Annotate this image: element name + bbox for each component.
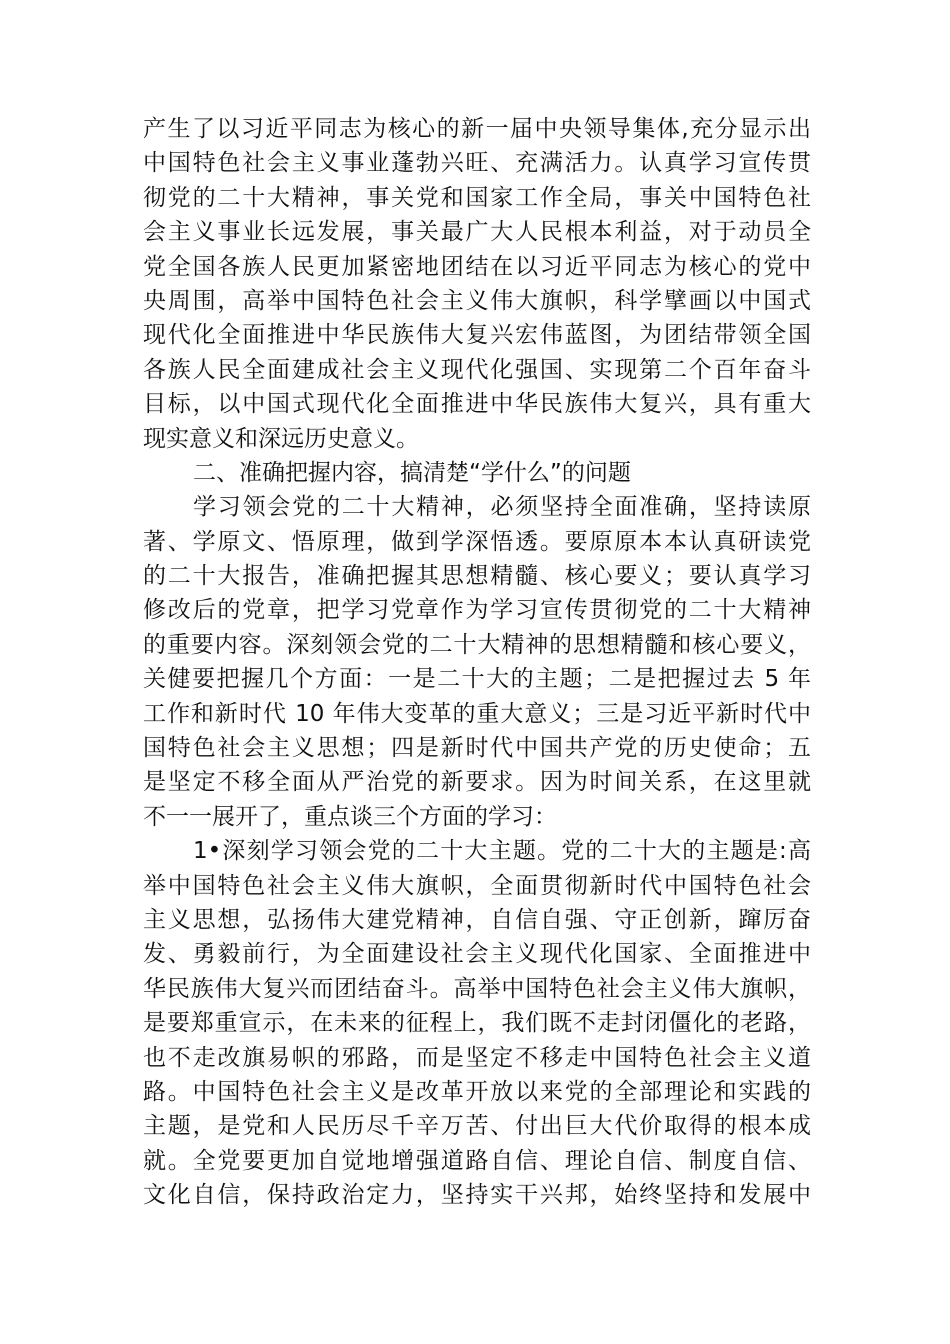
- text-line: 不一一展开了，重点谈三个方面的学习：: [143, 803, 557, 830]
- text-line: 著、学原文、悟原理，做到学深悟透。要原原本本认真研读党: [143, 528, 811, 555]
- text-line: 1•深刻学习领会党的二十大主题。党的二十大的主题是:高: [193, 838, 811, 865]
- text-line: 中国特色社会主义事业蓬勃兴旺、充满活力。认真学习宣传贯: [143, 150, 811, 177]
- text-line: 是坚定不移全面从严治党的新要求。因为时间关系，在这里就: [143, 769, 811, 796]
- text-line: 文化自信，保持政治定力，坚持实干兴邦，始终坚持和发展中: [143, 1182, 811, 1209]
- text-line: 工作和新时代 10 年伟大变革的重大意义；三是习近平新时代中: [143, 700, 811, 727]
- text-line: 主题，是党和人民历尽千辛万苦、付出巨大代价取得的根本成: [143, 1113, 811, 1140]
- text-line: 也不走改旗易帜的邪路，而是坚定不移走中国特色社会主义道: [143, 1044, 811, 1071]
- text-line: 现实意义和深远历史意义。: [143, 425, 419, 452]
- text-line: 会主义事业长远发展，事关最广大人民根本利益，对于动员全: [143, 219, 811, 246]
- text-line: 央周围，高举中国特色社会主义伟大旗帜，科学擘画以中国式: [143, 287, 811, 314]
- text-line: 的二十大报告，准确把握其思想精髓、核心要义；要认真学习: [143, 563, 811, 590]
- text-line: 举中国特色社会主义伟大旗帜，全面贯彻新时代中国特色社会: [143, 872, 811, 899]
- text-line: 二、准确把握内容，搞清楚“学什么”的问题: [193, 459, 631, 486]
- text-line: 发、勇毅前行，为全面建设社会主义现代化国家、全面推进中: [143, 941, 811, 968]
- text-line: 产生了以习近平同志为核心的新一届中央领导集体,充分显示出: [143, 116, 811, 142]
- text-line: 就。全党要更加自觉地增强道路自信、理论自信、制度自信、: [143, 1147, 811, 1174]
- text-line: 是要郑重宣示，在未来的征程上，我们既不走封闭僵化的老路，: [143, 1010, 811, 1037]
- text-line: 学习领会党的二十大精神，必须坚持全面准确，坚持读原: [193, 494, 811, 521]
- document-body-text: [143, 112, 811, 1213]
- text-line: 现代化全面推进中华民族伟大复兴宏伟蓝图，为团结带领全国: [143, 322, 811, 349]
- text-line: 党全国各族人民更加紧密地团结在以习近平同志为核心的党中: [143, 253, 811, 280]
- text-line: 彻党的二十大精神，事关党和国家工作全局，事关中国特色社: [143, 184, 811, 211]
- text-line: 主义思想，弘扬伟大建党精神，自信自强、守正创新，蹿厉奋: [143, 906, 811, 933]
- text-line: 国特色社会主义思想；四是新时代中国共产党的历史使命；五: [143, 735, 811, 762]
- text-line: 关健要把握几个方面：一是二十大的主题；二是把握过去 5 年: [143, 666, 811, 693]
- text-line: 的重要内容。深刻领会党的二十大精神的思想精髓和核心要义，: [143, 631, 811, 658]
- text-line: 华民族伟大复兴而团结奋斗。高举中国特色社会主义伟大旗帜，: [143, 975, 811, 1002]
- text-line: 目标，以中国式现代化全面推进中华民族伟大复兴，具有重大: [143, 391, 811, 418]
- text-line: 路。中国特色社会主义是改革开放以来党的全部理论和实践的: [143, 1078, 811, 1105]
- text-line: 各族人民全面建成社会主义现代化强国、实现第二个百年奋斗: [143, 356, 811, 383]
- text-line: 修改后的党章，把学习党章作为学习宣传贯彻党的二十大精神: [143, 597, 811, 624]
